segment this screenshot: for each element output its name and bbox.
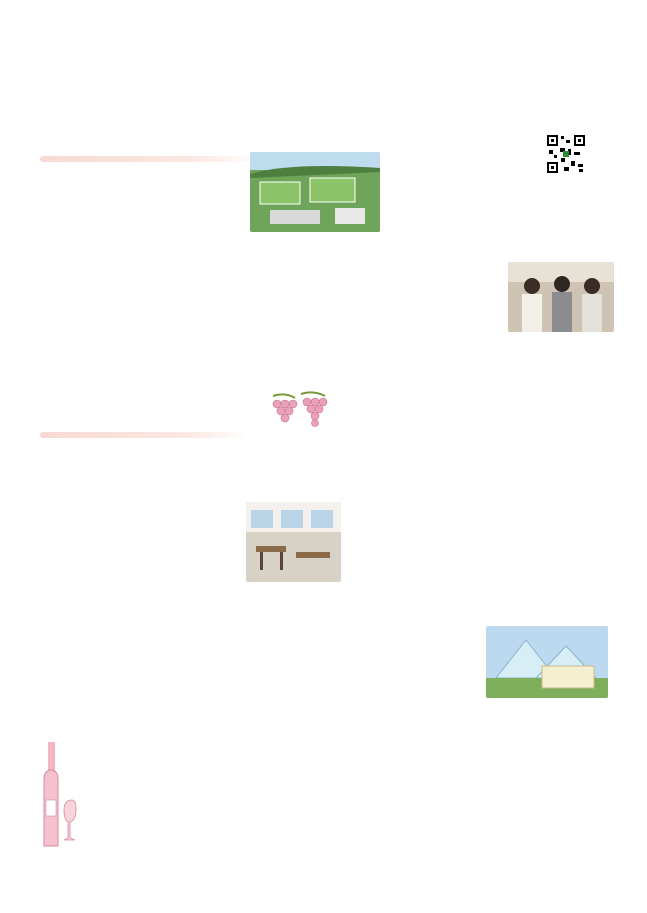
winery-photo — [246, 502, 341, 582]
grapes-icon — [265, 390, 335, 450]
wine-bottle-icon — [40, 740, 80, 850]
j-village-photo — [250, 152, 380, 232]
section-heading-tour — [40, 156, 260, 162]
museum-photo — [486, 626, 608, 698]
section-heading-experience — [40, 432, 250, 438]
qr-code-icon — [546, 134, 586, 174]
staff-photo — [508, 262, 614, 332]
